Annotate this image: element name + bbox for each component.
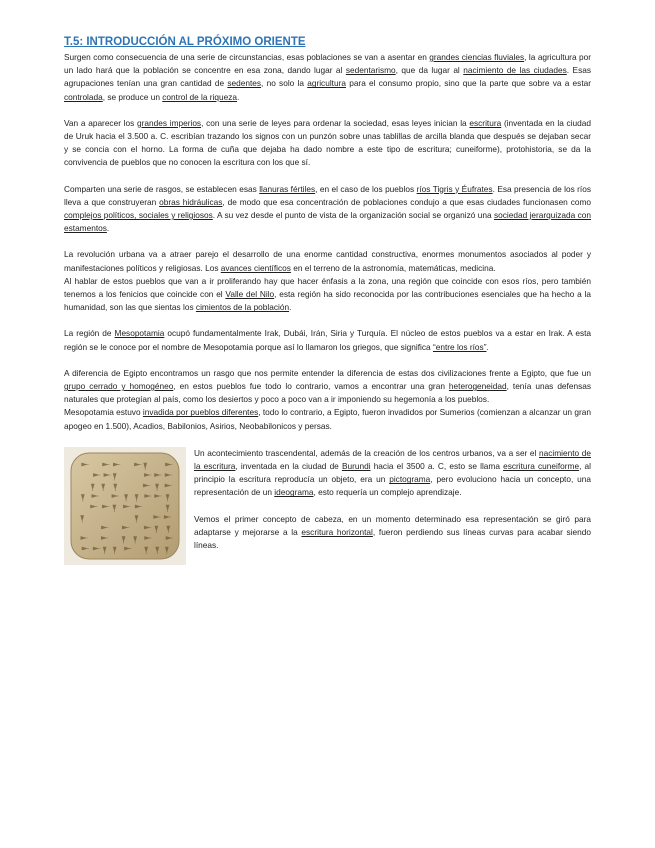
paragraph-9: Un acontecimiento trascendental, además de la creación de los centros urbanos, va a ser el nacimiento de la escritura, inventada en la ciudad de Burundi hacia el 3500 a. C, esto se llama escritura cuneiforme, al principio la escritura reproducía un objeto, era un pictograma, pero evoluciono hacia un concepto, una representación de un ideograma, esto requería un complejo aprendizaje. [194,447,592,498]
document-page [64,36,591,577]
paragraph-6: La región de Mesopotamia ocupó fundamentalmente Irak, Dubái, Irán, Siria y Turquía. El núcleo de estos pueblos va a estar en Irak. A esta región se le conoce por el nombre de Mesopotamia porque así lo llamaron los griegos, que significa “entre los ríos”. [64,328,592,352]
page-title: T.5: INTRODUCCIÓN AL PRÓXIMO ORIENTE [64,36,306,48]
paragraph-10: Vemos el primer concepto de cabeza, en un momento determinado esa representación se giró para adaptarse y mejorarse a la escritura horizontal, fueron perdiendo sus líneas curvas para acabar siendo líneas. [194,513,591,551]
paragraph-2: Van a aparecer los grandes imperios, con una serie de leyes para ordenar la sociedad, esas leyes inician la escritura (inventada en la ciudad de Uruk hacia el 3.500 a. C. escribían trazando los signos con un punzón sobre unas tablillas de arcilla blanda que después se dejaban secar y se concia con el horno. La forma de cuña que dejaba ha dado nombre a este tipo de escritura; cuneiforme), protohistoria, se da la convivencia de pueblos que no conocen la escritura con los que sí. [64,117,591,168]
paragraph-5: Al hablar de estos pueblos que van a ir proliferando hay que hacer énfasis a la zona, una región que coincide con esos ríos, pero también tenemos a los fenicios que coincide con el Valle del Nilo, esta región ha sido reconocida por las contribuciones esenciales que ha hecho a la humanidad, son las que sientas los cimientos de la población. [64,275,592,313]
cuneiform-tablet-image [64,447,186,565]
paragraph-1: Surgen como consecuencia de una serie de circunstancias, esas poblaciones se van a asentar en grandes ciencias fluviales, la agricultura por un lado hará que la población se concentre en esa zona, dando lugar al sedentarismo, que da lugar al nacimiento de las ciudades. Esas agrupaciones tenían una gran cantidad de sedentes, no solo la agricultura para el consumo propio, sino que la parte que sobre va a estar controlada, se produce un control de la riqueza. [64,52,592,102]
paragraph-4: La revolución urbana va a atraer parejo el desarrollo de una enorme cantidad constructiva, enormes monumentos asociados al poder y manifestaciones políticos y religiosas. Los avances científicos en el terreno de la astronomía, matemáticas, medicina. [64,249,591,273]
paragraph-3: Comparten una serie de rasgos, se establecen esas llanuras fértiles, en el caso de los pueblos ríos Tigris y Éufrates. Esa presencia de los ríos lleva a que construyeran obras hidráulicas, de modo que esa concentración de poblaciones condujo a que esas ciudades funcionasen como complejos políticos, sociales y religiosos. A su vez desde el punto de vista de la organización social se organizó una sociedad jerarquizada con estamentos. [64,183,591,234]
paragraph-7: A diferencia de Egipto encontramos un rasgo que nos permite entender la diferencia de estas dos civilizaciones frente a Egipto, que fue un grupo cerrado y homogéneo, en estos pueblos fue todo lo contrario, vamos a encontrar una gran heterogeneidad, tenía unas defensas naturales que protegían al país, como los desiertos y poco a poco van a ir imponiendo su hegemonía a los pueblos. [64,367,591,405]
figure-row [64,447,591,577]
paragraph-8: Mesopotamia estuvo invadida por pueblos diferentes, todo lo contrario, a Egipto, fueron invadidos por Sumerios (comienzan a alcanzar un gran apogeo en 1.500), Acadios, Babilonios, Asirios, Neobabilonicos y persas. [64,407,591,431]
figure-text [194,447,591,552]
